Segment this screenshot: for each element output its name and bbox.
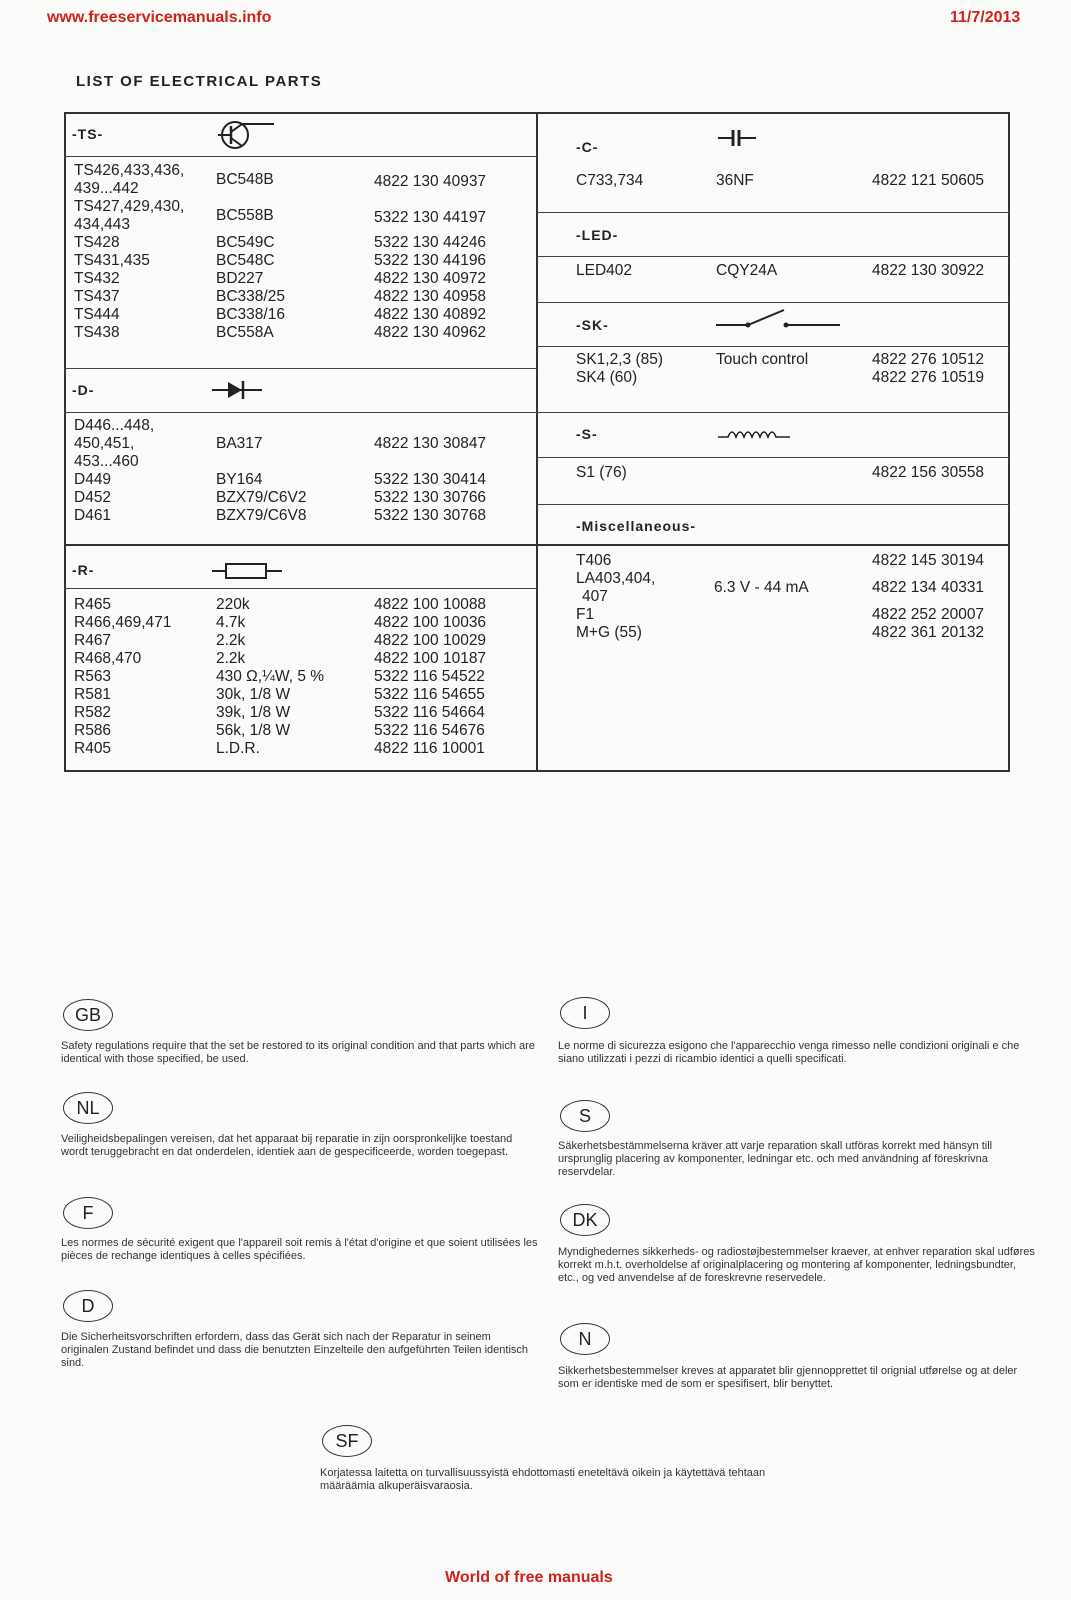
r-row-7-type: 39k, 1/8 W bbox=[216, 704, 291, 721]
d-row-3-code: 5322 130 30766 bbox=[374, 489, 487, 506]
divider bbox=[64, 156, 537, 157]
led-row-1-ref: LED402 bbox=[576, 262, 633, 279]
notice-nl-text: Veiligheidsbepalingen vereisen, dat het apparaat bij reparatie in zijn oorspronkelijke toestand wordt teruggebracht en dat onderdelen, identiek aan de gespecificeerde, worden toegepast. bbox=[61, 1133, 513, 1158]
c-row-1-type: 36NF bbox=[716, 172, 754, 189]
r-row-4-code: 4822 100 10187 bbox=[374, 650, 487, 667]
notice-n-text: Sikkerhetsbestemmelser kreves at apparatet blir gjennopprettet til orignial utførelse og at deler som er identiske med de som er spesifisert, blir benyttet. bbox=[558, 1365, 1018, 1390]
section-led-label: -LED- bbox=[576, 227, 619, 243]
notice-sf-text: Korjatessa laitetta on turvallisuussyistä ehdottomasti eneteltävä oikein ja käytettävä tehtaan määräämia alkuperäisvaraosia. bbox=[320, 1467, 766, 1492]
ts-row-6-ref: TS437 bbox=[74, 288, 120, 305]
language-badge-d: D bbox=[63, 1290, 113, 1322]
language-badge-f: F bbox=[63, 1197, 113, 1229]
footer-link[interactable]: World of free manuals bbox=[445, 1569, 613, 1586]
divider bbox=[64, 368, 537, 369]
notice-f-text: Les normes de sécurité exigent que l'appareil soit remis à l'état d'origine et que soient utilisées les pièces de rechange identiques à celles spécifiées. bbox=[61, 1237, 538, 1262]
language-badge-gb: GB bbox=[63, 999, 113, 1031]
capacitor-icon bbox=[718, 128, 758, 148]
r-row-4-type: 2.2k bbox=[216, 650, 246, 667]
divider bbox=[537, 412, 1010, 413]
language-badge-dk: DK bbox=[560, 1204, 610, 1236]
r-row-3-code: 4822 100 10029 bbox=[374, 632, 487, 649]
d-row-1-ref-cont: 450,451, bbox=[74, 435, 135, 452]
d-row-3-type: BZX79/C6V2 bbox=[216, 489, 307, 506]
misc-row-4-code: 4822 361 20132 bbox=[872, 624, 985, 641]
r-row-6-code: 5322 116 54655 bbox=[374, 686, 485, 703]
c-row-1-ref: C733,734 bbox=[576, 172, 644, 189]
column-divider bbox=[536, 112, 538, 772]
s-row-1-code: 4822 156 30558 bbox=[872, 464, 985, 481]
d-row-4-type: BZX79/C6V8 bbox=[216, 507, 307, 524]
section-misc-label: -Miscellaneous- bbox=[576, 518, 697, 534]
misc-row-2-code: 4822 134 40331 bbox=[872, 579, 985, 596]
ts-row-6-code: 4822 130 40958 bbox=[374, 288, 487, 305]
ts-row-5-ref: TS432 bbox=[74, 270, 120, 287]
sk-row-2-code: 4822 276 10519 bbox=[872, 369, 985, 386]
page-title: LIST OF ELECTRICAL PARTS bbox=[76, 73, 323, 90]
sk-row-1-code: 4822 276 10512 bbox=[872, 351, 985, 368]
divider bbox=[64, 412, 537, 413]
r-row-2-code: 4822 100 10036 bbox=[374, 614, 487, 631]
ts-row-5-code: 4822 130 40972 bbox=[374, 270, 487, 287]
section-c-label: -C- bbox=[576, 139, 599, 155]
misc-row-2-ref: LA403,404, bbox=[576, 570, 656, 587]
section-r-label: -R- bbox=[72, 562, 95, 578]
site-url-link[interactable]: www.freeservicemanuals.info bbox=[47, 9, 272, 26]
divider bbox=[537, 256, 1010, 257]
notice-gb-text: Safety regulations require that the set be restored to its original condition and that parts which are identical with those specified, be used. bbox=[61, 1040, 535, 1065]
notice-dk-text: Myndighedernes sikkerheds- og radiostøjbestemmelser kraever, at enhver reparation skal udføres korrekt m.h.t. overholdelse af originalplacering og montering af komponenter, ledningsbundter, etc., og ved anvendelse af de foreskrevne reservedele. bbox=[558, 1246, 1035, 1284]
section-sk-label: -SK- bbox=[576, 317, 609, 333]
r-row-8-code: 5322 116 54676 bbox=[374, 722, 485, 739]
r-row-1-type: 220k bbox=[216, 596, 250, 613]
d-row-1-ref-cont2: 453...460 bbox=[74, 453, 139, 470]
header-date: 11/7/2013 bbox=[950, 9, 1021, 26]
r-row-3-type: 2.2k bbox=[216, 632, 246, 649]
r-row-6-ref: R581 bbox=[74, 686, 112, 703]
misc-row-3-ref: F1 bbox=[576, 606, 595, 623]
r-row-1-ref: R465 bbox=[74, 596, 112, 613]
notice-d-text: Die Sicherheitsvorschriften erfordern, dass das Gerät sich nach der Reparatur in seinem originalen Zustand befindet und dass die benutzten Einzelteile den aufgeführten Teilen identisch sind. bbox=[61, 1331, 529, 1369]
misc-row-3-code: 4822 252 20007 bbox=[872, 606, 985, 623]
r-row-7-code: 5322 116 54664 bbox=[374, 704, 485, 721]
r-row-9-type: L.D.R. bbox=[216, 740, 260, 757]
d-row-2-type: BY164 bbox=[216, 471, 263, 488]
sk-row-2-ref: SK4 (60) bbox=[576, 369, 638, 386]
ts-row-7-ref: TS444 bbox=[74, 306, 120, 323]
section-d-label: -D- bbox=[72, 382, 95, 398]
section-ts-label: -TS- bbox=[72, 126, 104, 142]
r-row-2-ref: R466,469,471 bbox=[74, 614, 172, 631]
ts-row-1-type: BC548B bbox=[216, 171, 274, 188]
misc-row-1-code: 4822 145 30194 bbox=[872, 552, 985, 569]
r-row-3-ref: R467 bbox=[74, 632, 112, 649]
notice-s-text: Säkerhetsbestämmelserna kräver att varje reparation skall utföras korrekt med hänsyn till ursprunglig placering av komponenter, ledningar etc. och med användning af föreskrivna reservdelar. bbox=[558, 1140, 993, 1178]
language-badge-s: S bbox=[560, 1100, 610, 1132]
misc-row-4-ref: M+G (55) bbox=[576, 624, 642, 641]
r-row-4-ref: R468,470 bbox=[74, 650, 142, 667]
ts-row-2-type: BC558B bbox=[216, 207, 274, 224]
r-row-2-type: 4.7k bbox=[216, 614, 246, 631]
ts-row-8-type: BC558A bbox=[216, 324, 274, 341]
ts-row-4-ref: TS431,435 bbox=[74, 252, 150, 269]
misc-row-1-ref: T406 bbox=[576, 552, 612, 569]
divider bbox=[537, 346, 1010, 347]
ts-row-1-ref-cont: 439...442 bbox=[74, 180, 139, 197]
misc-row-2-ref-cont: 407 bbox=[582, 588, 608, 605]
d-row-3-ref: D452 bbox=[74, 489, 112, 506]
diode-icon bbox=[212, 380, 264, 400]
ts-row-1-code: 4822 130 40937 bbox=[374, 173, 487, 190]
language-badge-n: N bbox=[560, 1323, 610, 1355]
ts-row-2-ref-cont: 434,443 bbox=[74, 216, 131, 233]
r-row-5-type: 430 Ω,¼W, 5 % bbox=[216, 668, 325, 685]
r-row-9-code: 4822 116 10001 bbox=[374, 740, 485, 757]
ts-row-6-type: BC338/25 bbox=[216, 288, 285, 305]
divider bbox=[64, 544, 1010, 546]
led-row-1-code: 4822 130 30922 bbox=[872, 262, 985, 279]
ts-row-7-code: 4822 130 40892 bbox=[374, 306, 487, 323]
ts-row-7-type: BC338/16 bbox=[216, 306, 285, 323]
ts-row-4-type: BC548C bbox=[216, 252, 275, 269]
led-row-1-type: CQY24A bbox=[716, 262, 778, 279]
ts-row-3-type: BC549C bbox=[216, 234, 275, 251]
r-row-5-code: 5322 116 54522 bbox=[374, 668, 485, 685]
r-row-8-ref: R586 bbox=[74, 722, 112, 739]
ts-row-8-ref: TS438 bbox=[74, 324, 120, 341]
d-row-4-ref: D461 bbox=[74, 507, 112, 524]
language-badge-i: I bbox=[560, 997, 610, 1029]
divider bbox=[64, 588, 537, 589]
coil-icon bbox=[718, 425, 792, 441]
resistor-icon bbox=[212, 561, 284, 581]
ts-row-2-code: 5322 130 44197 bbox=[374, 209, 487, 226]
switch-icon bbox=[716, 308, 842, 330]
transistor-icon bbox=[218, 118, 278, 152]
sk-row-1-type: Touch control bbox=[716, 351, 809, 368]
d-row-4-code: 5322 130 30768 bbox=[374, 507, 487, 524]
section-s-label: -S- bbox=[576, 426, 598, 442]
notice-i-text: Le norme di sicurezza esigono che l'apparecchio venga rimesso nelle condizioni originali e che siano utilizzati i pezzi di ricambio identici a quelli specificati. bbox=[558, 1040, 1020, 1065]
d-row-2-code: 5322 130 30414 bbox=[374, 471, 487, 488]
r-row-7-ref: R582 bbox=[74, 704, 112, 721]
ts-row-5-type: BD227 bbox=[216, 270, 264, 287]
divider bbox=[537, 212, 1010, 213]
s-row-1-ref: S1 (76) bbox=[576, 464, 627, 481]
language-badge-sf: SF bbox=[322, 1425, 372, 1457]
d-row-1-type: BA317 bbox=[216, 435, 263, 452]
sk-row-1-ref: SK1,2,3 (85) bbox=[576, 351, 664, 368]
d-row-2-ref: D449 bbox=[74, 471, 112, 488]
r-row-1-code: 4822 100 10088 bbox=[374, 596, 487, 613]
ts-row-2-ref: TS427,429,430, bbox=[74, 198, 185, 215]
language-badge-nl: NL bbox=[63, 1092, 113, 1124]
d-row-1-code: 4822 130 30847 bbox=[374, 435, 487, 452]
ts-row-8-code: 4822 130 40962 bbox=[374, 324, 487, 341]
c-row-1-code: 4822 121 50605 bbox=[872, 172, 985, 189]
d-row-1-ref: D446...448, bbox=[74, 417, 155, 434]
r-row-5-ref: R563 bbox=[74, 668, 112, 685]
ts-row-4-code: 5322 130 44196 bbox=[374, 252, 487, 269]
divider bbox=[537, 302, 1010, 303]
r-row-6-type: 30k, 1/8 W bbox=[216, 686, 291, 703]
ts-row-3-code: 5322 130 44246 bbox=[374, 234, 487, 251]
ts-row-3-ref: TS428 bbox=[74, 234, 120, 251]
divider bbox=[537, 457, 1010, 458]
r-row-8-type: 56k, 1/8 W bbox=[216, 722, 291, 739]
ts-row-1-ref: TS426,433,436, bbox=[74, 162, 185, 179]
divider bbox=[537, 504, 1010, 505]
r-row-9-ref: R405 bbox=[74, 740, 112, 757]
misc-row-2-type: 6.3 V - 44 mA bbox=[714, 579, 809, 596]
